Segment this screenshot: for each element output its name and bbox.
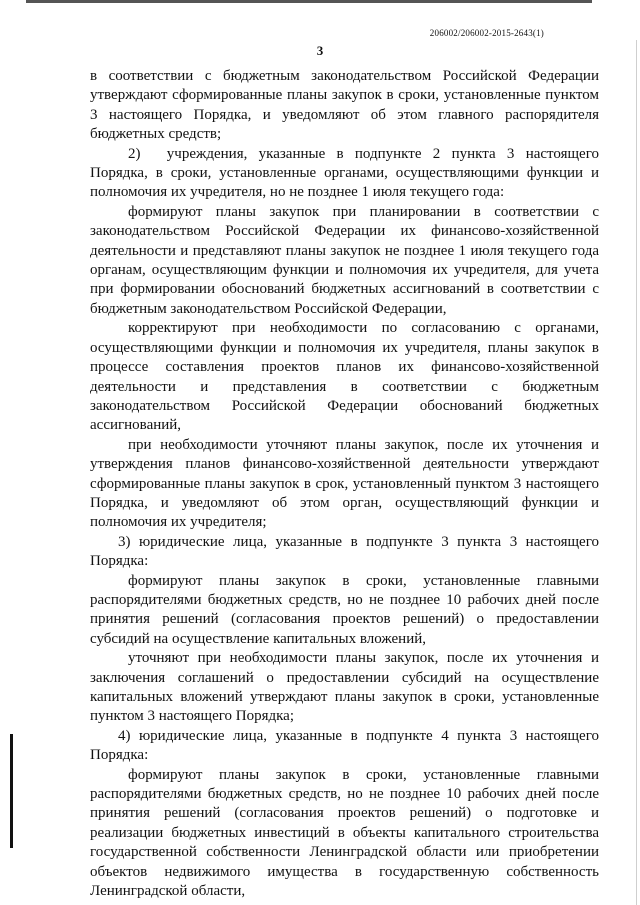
document-body [90,67,599,901]
scan-top-edge [26,0,592,3]
paragraph: формируют планы закупок при планировании в соответствии с законодательством Российской Федерации их финансово-хозяйственной деятельности и представляют планы закупок не позднее 1 июля текущего года органам, осуществляющим функции и полномочия их учредителя, для учета при формировании обоснований бюджетных ассигнований в соответствии с бюджетным законодательством Российской Федерации, [90,203,599,317]
paragraph: при необходимости уточняют планы закупок, после их уточнения и утверждения планов финансово-хозяйственной деятельности утверждают сформированные планы закупок в срок, установленный пунктом 3 настоящего Порядка, и уведомляют об этом орган, осуществляющий функции и полномочия их учредителя; [90,436,599,531]
paragraph: в соответствии с бюджетным законодательством Российской Федерации утверждают сформированные планы закупок в сроки, установленные пунктом 3 настоящего Порядка, и уведомляют об этом главного распорядителя бюджетных средств; [90,68,599,143]
paragraph: 3) юридические лица, указанные в подпункте 3 пункта 3 настоящего Порядка: [90,533,599,570]
paragraph: 4) юридические лица, указанные в подпункте 4 пункта 3 настоящего Порядка: [90,727,599,764]
paragraph: 2) учреждения, указанные в подпункте 2 пункта 3 настоящего Порядка, в сроки, установленные органами, осуществляющими функции и полномочия их учредителя, но не позднее 1 июля текущего года: [90,145,599,201]
document-id: 206002/206002-2015-2643(1) [429,28,544,38]
paragraph: формируют планы закупок в сроки, установленные главными распорядителями бюджетных средств, но не позднее 10 рабочих дней после принятия решений (согласования проектов решений) о предоставлении субсидий на осуществление капитальных вложений, [90,572,599,647]
paragraph: уточняют при необходимости планы закупок, после их уточнения и заключения соглашений о предоставлении субсидий на осуществление капитальных вложений утверждают планы закупок в сроки, установленные пунктом 3 настоящего Порядка; [90,650,599,725]
paragraph: формируют планы закупок в сроки, установленные главными распорядителями бюджетных средств, но не позднее 10 рабочих дней после принятия решений (согласования проектов решений) о подготовке и реализации бюджетных инвестиций в объекты капитального строительства государственной собственности Ленинградской области или приобретении объектов недвижимого имущества в государственную собственность Ленинградской области, [90,766,599,900]
paragraph: корректируют при необходимости по согласованию с органами, осуществляющими функции и полномочия их учредителя, планы закупок в процессе составления проектов планов их финансово-хозяйственной деятельности и представления в соответствии с бюджетным законодательством Российской Федерации обоснований бюджетных ассигнований, [90,320,599,434]
page-number: 3 [316,43,324,58]
scan-right-edge [636,40,637,905]
scan-margin-mark [10,734,13,848]
